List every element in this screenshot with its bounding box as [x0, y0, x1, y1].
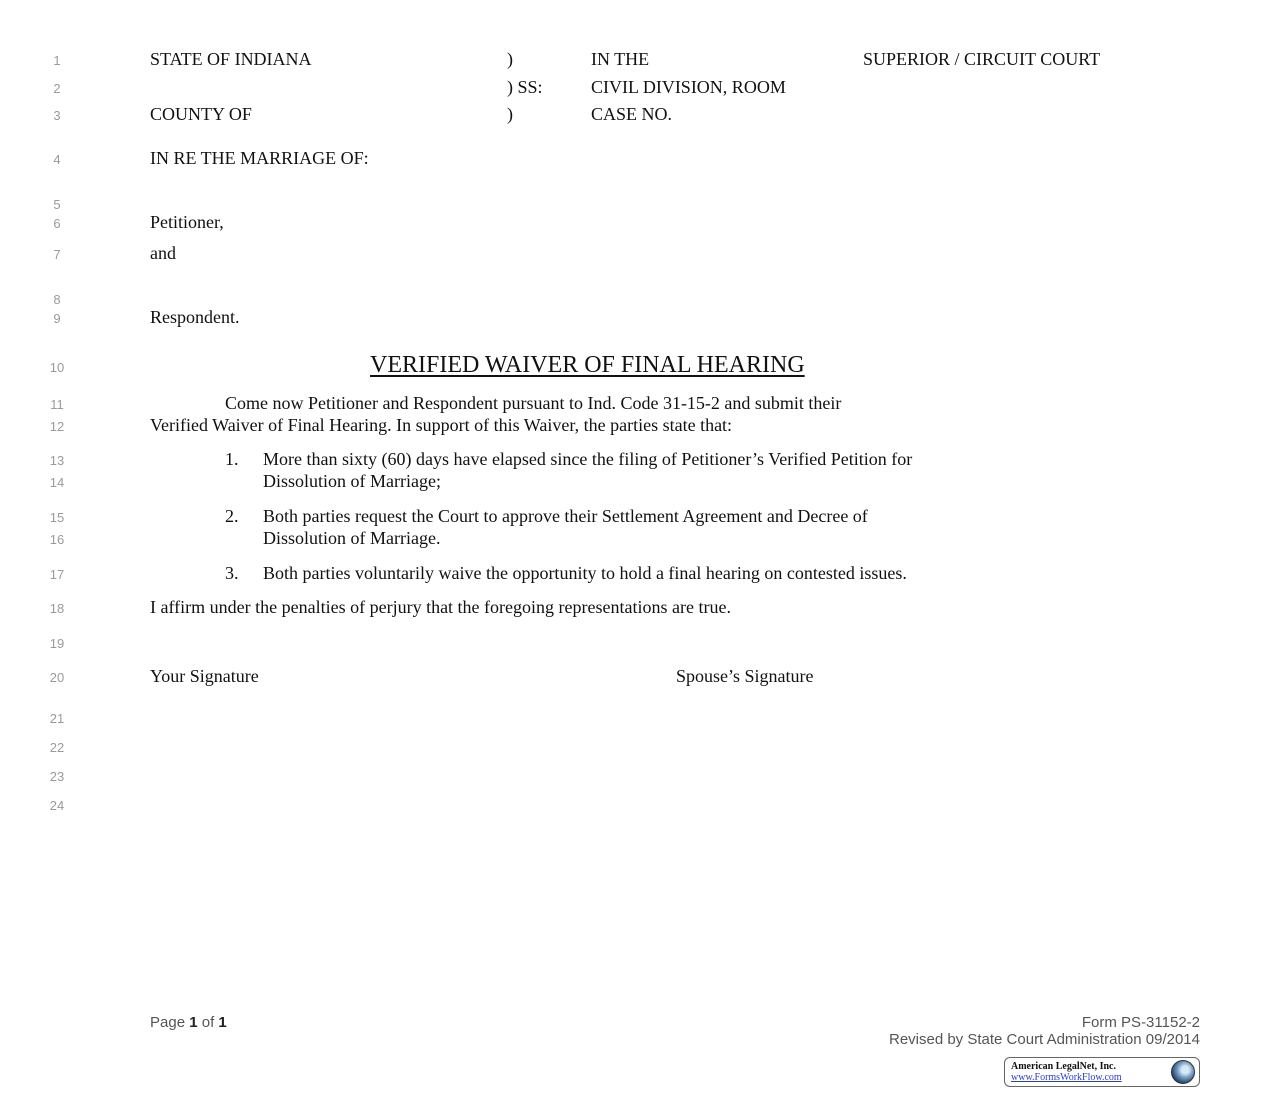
caption-ss: ) SS: — [507, 77, 543, 97]
your-signature-label: Your Signature — [150, 666, 259, 686]
american-legalnet-badge[interactable] — [1004, 1057, 1200, 1087]
and-label: and — [150, 243, 176, 263]
line-number: 4 — [53, 152, 61, 167]
court-type: SUPERIOR / CIRCUIT COURT — [863, 49, 1101, 69]
line-number: 9 — [53, 311, 61, 326]
line-number: 15 — [49, 510, 65, 525]
item-2-line-2: Dissolution of Marriage. — [263, 528, 441, 548]
line-number: 8 — [53, 292, 61, 307]
line-number: 14 — [49, 475, 65, 490]
page-label: Page — [150, 1014, 186, 1031]
line-number: 11 — [50, 397, 64, 412]
spouse-signature-label: Spouse’s Signature — [676, 666, 814, 686]
revision-note: Revised by State Court Administration 09/2014 — [888, 1031, 1200, 1048]
item-3-line-1: Both parties voluntarily waive the opportunity to hold a final hearing on contested issues. — [263, 563, 907, 583]
badge-company: American LegalNet, Inc. — [1011, 1061, 1116, 1072]
item-1-line-1: More than sixty (60) days have elapsed since the filing of Petitioner’s Verified Petition for — [263, 449, 913, 469]
caption-paren: ) — [507, 104, 513, 124]
line-number: 22 — [49, 740, 65, 755]
line-number: 1 — [53, 53, 61, 68]
line-number: 12 — [49, 419, 65, 434]
form-number: Form PS-31152-2 — [1081, 1014, 1200, 1031]
line-number: 10 — [49, 360, 65, 375]
court-prefix: IN THE — [591, 49, 650, 69]
line-number: 20 — [49, 670, 65, 685]
affirmation-statement: I affirm under the penalties of perjury that the foregoing representations are true. — [150, 597, 731, 617]
intro-line-1: Come now Petitioner and Respondent pursuant to Ind. Code 31-15-2 and submit their — [225, 393, 842, 413]
county-label: COUNTY OF — [150, 104, 252, 124]
line-number: 2 — [53, 81, 61, 96]
item-number: 3. — [225, 563, 239, 583]
item-number: 1. — [225, 449, 239, 469]
page-current: 1 — [189, 1014, 198, 1031]
item-1-line-2: Dissolution of Marriage; — [263, 471, 441, 491]
page-indicator — [150, 1014, 227, 1031]
page-total: 1 — [218, 1014, 227, 1031]
line-number: 7 — [53, 247, 61, 262]
line-number: 18 — [49, 601, 65, 616]
item-number: 2. — [225, 506, 239, 526]
line-number: 23 — [49, 769, 65, 784]
state-label: STATE OF INDIANA — [150, 49, 312, 69]
badge-link[interactable]: www.FormsWorkFlow.com — [1011, 1072, 1122, 1083]
line-number: 21 — [49, 711, 65, 726]
globe-logo-icon — [1171, 1060, 1195, 1084]
civil-division-label: CIVIL DIVISION, ROOM — [591, 77, 786, 97]
line-number: 5 — [53, 197, 61, 212]
in-re-heading: IN RE THE MARRIAGE OF: — [150, 148, 369, 168]
item-2-line-1: Both parties request the Court to approve their Settlement Agreement and Decree of — [263, 506, 868, 526]
document-title: VERIFIED WAIVER OF FINAL HEARING — [370, 352, 805, 378]
intro-line-2: Verified Waiver of Final Hearing. In support of this Waiver, the parties state that: — [150, 415, 733, 435]
line-number: 16 — [49, 532, 65, 547]
line-number: 13 — [49, 453, 65, 468]
line-number: 3 — [53, 108, 61, 123]
caption-paren: ) — [507, 49, 513, 69]
petitioner-label: Petitioner, — [150, 212, 224, 232]
line-number: 24 — [49, 798, 65, 813]
line-number: 6 — [53, 216, 61, 231]
page-of: of — [201, 1014, 215, 1031]
respondent-label: Respondent. — [150, 307, 240, 327]
line-number: 19 — [49, 636, 65, 651]
case-number-label: CASE NO. — [591, 104, 673, 124]
line-number: 17 — [49, 567, 65, 582]
